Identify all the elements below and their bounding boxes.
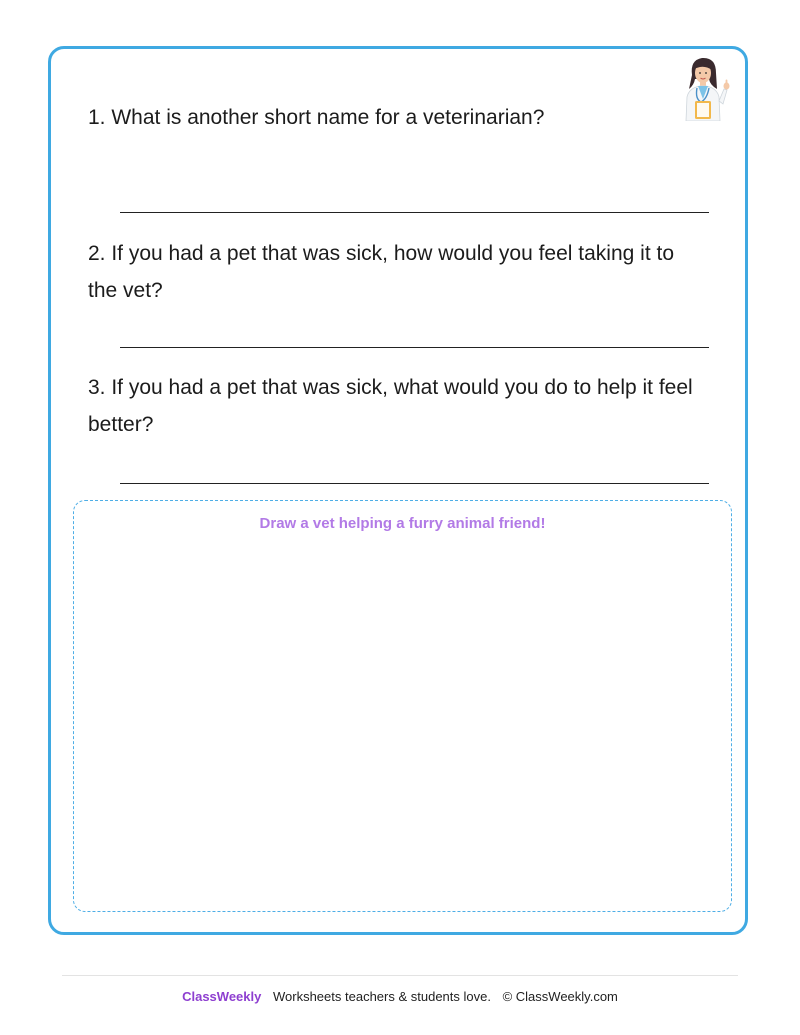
footer-brand: ClassWeekly [182, 989, 262, 1004]
footer-copyright: © ClassWeekly.com [502, 989, 618, 1004]
answer-line-1[interactable] [120, 212, 709, 213]
footer-divider [62, 975, 738, 976]
answer-line-2[interactable] [120, 347, 709, 348]
drawing-area[interactable] [73, 500, 732, 912]
question-3: 3. If you had a pet that was sick, what would you do to help it feel better? [88, 376, 693, 436]
footer-tagline: Worksheets teachers & students love. [272, 989, 491, 1004]
drawing-prompt: Draw a vet helping a furry animal friend! [259, 515, 546, 532]
answer-line-3[interactable] [120, 483, 709, 484]
question-2: 2. If you had a pet that was sick, how would you feel taking it to the vet? [88, 242, 675, 302]
footer [0, 989, 800, 1004]
question-1: 1. What is another short name for a veterinarian? [88, 106, 545, 129]
